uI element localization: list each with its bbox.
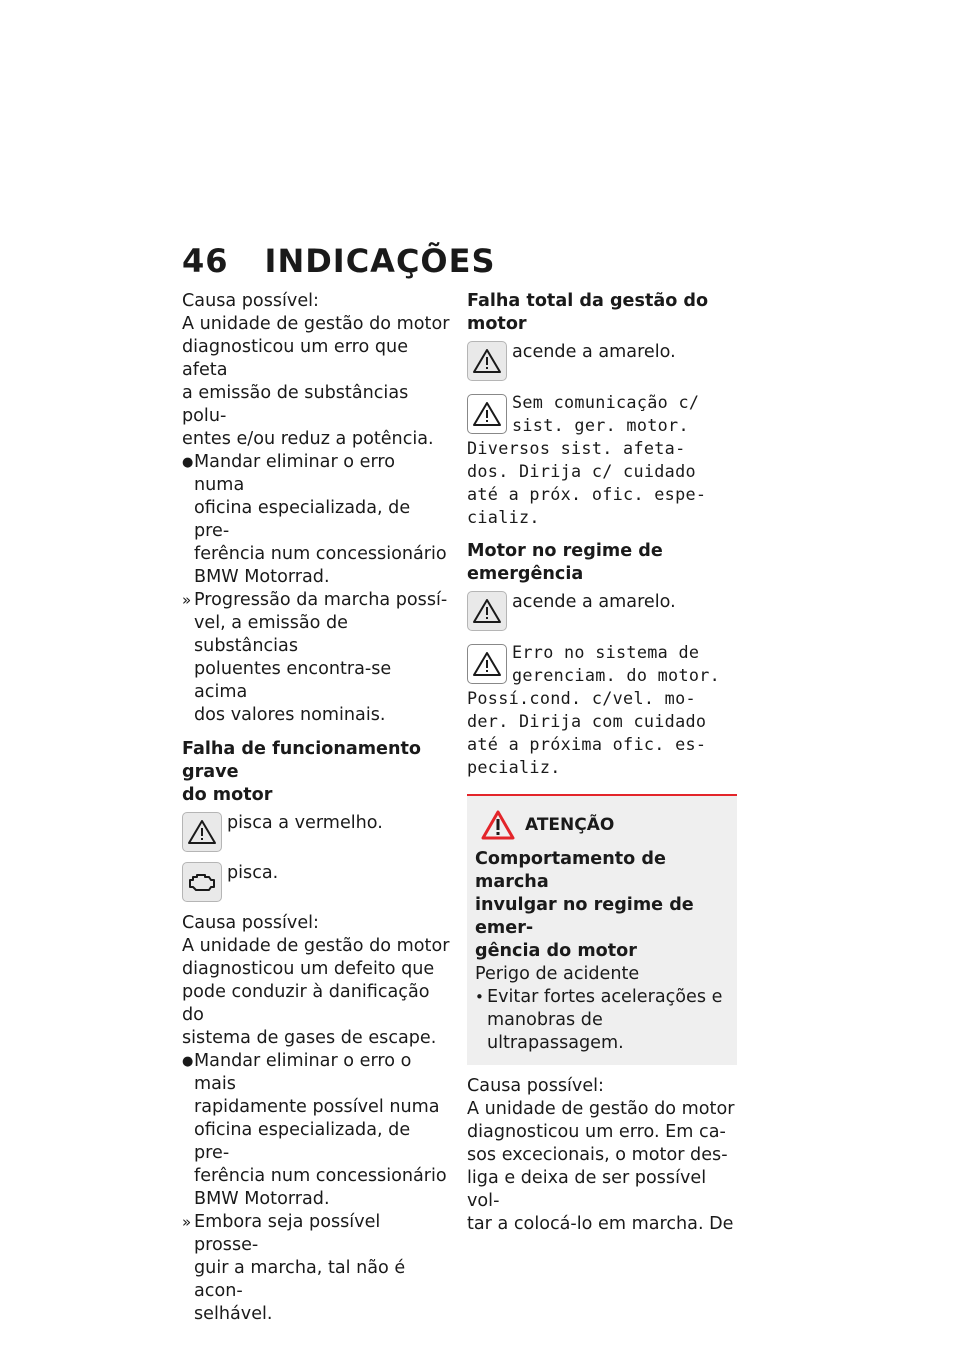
indicator-warning: pisca a vermelho. — [182, 812, 450, 854]
cause-text: A unidade de gestão do motor diagnosticou um defeito que pode conduzir à danificação do sistema de gases de escape. — [182, 936, 450, 1048]
bullet-icon: • — [475, 988, 484, 1006]
result-item: » Progressão da marcha possí- vel, a emissão de substâncias poluentes encontra-se acima dos valores nominais. — [182, 590, 448, 725]
page-title: INDICAÇÕES — [264, 242, 496, 280]
bullet-icon: ● — [182, 455, 194, 470]
warning-hazard: Perigo de acidente — [475, 964, 640, 984]
engine-check-icon — [182, 862, 222, 902]
section-heading: Falha total da gestão do motor — [467, 291, 709, 334]
page-number: 46 — [182, 242, 229, 280]
warning-heading: Comportamento de marcha invulgar no regime de emer- gência do motor — [475, 849, 694, 961]
warning-box — [467, 794, 737, 1065]
bullet-icon: ● — [182, 1054, 194, 1069]
warning-triangle-icon — [467, 394, 507, 434]
cause-section: Causa possível: A unidade de gestão do motor diagnosticou um erro. Em ca- sos excecionais, o motor des- liga e deixa de ser possível vol- tar a colocá-lo em marcha. De — [467, 1075, 739, 1236]
action-item: ● Mandar eliminar o erro o mais rapidamente possível numa oficina especializada, de pre- ferência num concessionário BMW Motorrad. — [182, 1051, 447, 1209]
left-column — [182, 290, 450, 1326]
result-arrow-icon: » — [182, 1213, 192, 1231]
result-item: » Embora seja possível prosse- guir a marcha, tal não é acon- selhável. — [182, 1212, 406, 1324]
section-heading: Motor no regime de emergência — [467, 541, 663, 584]
warning-triangle-icon — [467, 341, 507, 381]
warning-title — [475, 810, 729, 840]
warning-action: • Evitar fortes acelerações e manobras de ultrapassagem. — [475, 987, 723, 1053]
cause-label: Causa possível: — [182, 913, 319, 933]
right-column — [467, 290, 739, 1236]
display-message: Sem comunicação c/ sist. ger. motor. Diversos sist. afeta- dos. Dirija c/ cuidado até a próx. ofic. espe- cializ. — [467, 392, 707, 527]
warning-triangle-icon — [182, 812, 222, 852]
warning-triangle-icon — [467, 591, 507, 631]
display-message: Erro no sistema de gerenciam. do motor. Possí.cond. c/vel. mo- der. Dirija com cuidado até a próxima ofic. es- pecializ. — [467, 642, 721, 777]
caution-triangle-icon — [481, 810, 515, 840]
section-heading: Falha de funcionamento grave do motor — [182, 739, 422, 805]
indicator-engine: pisca. — [182, 862, 450, 904]
warning-triangle-icon — [467, 644, 507, 684]
cause-text: A unidade de gestão do motor diagnosticou um erro que afeta a emissão de substâncias polu- entes e/ou reduz a potência. — [182, 314, 450, 449]
cause-label: Causa possível: — [182, 291, 319, 311]
warning-title-text: ATENÇÃO — [525, 815, 615, 835]
cause-label: Causa possível: — [467, 1076, 604, 1096]
indicator-warning: acende a amarelo. — [467, 341, 739, 383]
result-arrow-icon: » — [182, 591, 192, 609]
action-item: ● Mandar eliminar o erro numa oficina especializada, de pre- ferência num concessionário BMW Motorrad. — [182, 452, 447, 587]
page-header — [182, 242, 496, 280]
indicator-warning: acende a amarelo. — [467, 591, 739, 633]
